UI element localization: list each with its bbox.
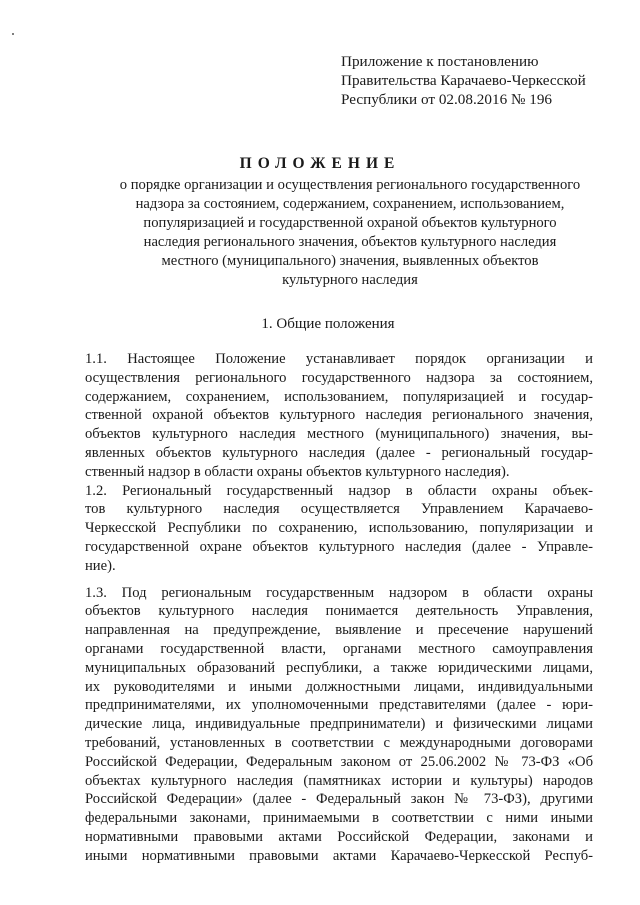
paragraph-line: нормативными правовыми актами Российской Федерации, законами и — [85, 828, 593, 845]
paragraph-line: 1.3. Под региональным государственным надзором в области охраны — [85, 584, 593, 601]
paragraph-line: ственной охраной объектов культурного наследия регионального значения, — [85, 407, 593, 424]
paragraph-1-2 — [85, 482, 593, 576]
paragraph-line: государственной охране объектов культурного наследия (далее - Управле- — [85, 538, 593, 555]
subtitle-line: надзора за состоянием, содержанием, сохранением, использованием, — [135, 196, 565, 212]
scan-speck — [12, 33, 14, 35]
document-subtitle — [100, 176, 600, 290]
subtitle-line: популяризацией и государственной охраной объектов культурного — [143, 215, 557, 231]
subtitle-line: культурного наследия — [282, 272, 418, 288]
paragraph-line: федеральными законами, принимаемыми в соответствии с ними иными — [85, 810, 593, 827]
paragraph-line: 1.2. Региональный государственный надзор в области охраны объек- — [85, 482, 593, 499]
paragraph-line: предпринимателями, их уполномоченными представителями (далее - юри- — [85, 697, 593, 714]
appendix-header — [341, 52, 586, 109]
paragraph-line: объектов культурного наследия местного (муниципального) значения, вы- — [85, 426, 593, 443]
paragraph-line: объектов культурного наследия понимается деятельность Управления, — [85, 603, 593, 620]
paragraph-line: явленных объектов культурного наследия (далее - региональный государ- — [85, 444, 593, 461]
paragraph-line: органами государственной власти, органами местного самоуправления — [85, 640, 593, 657]
paragraph-line: их руководителями и иными должностными лицами, индивидуальными — [85, 678, 593, 695]
paragraph-line: требований, установленных в соответствии с международными договорами — [85, 734, 593, 751]
paragraph-line: объектах культурного наследия (памятниках истории и культуры) народов — [85, 772, 593, 789]
subtitle-line: наследия регионального значения, объектов культурного наследия — [143, 234, 557, 250]
appendix-line: Республики от 02.08.2016 № 196 — [341, 91, 553, 108]
paragraph-line: ние). — [85, 557, 116, 574]
paragraph-1-3 — [85, 584, 593, 866]
paragraph-1-1 — [85, 350, 593, 482]
paragraph-line: тов культурного наследия осуществляется Управлением Карачаево- — [85, 501, 593, 518]
paragraph-line: ственный надзор в области охраны объектов культурного наследия). — [85, 463, 510, 480]
document-body — [85, 350, 593, 866]
paragraph-line: направленная на предупреждение, выявление и пресечение нарушений — [85, 622, 593, 639]
paragraph-line: осуществления регионального государственного надзора за состоянием, — [85, 369, 593, 386]
subtitle-line: о порядке организации и осуществления регионального государственного — [119, 177, 581, 193]
paragraph-line: иными нормативными правовыми актами Карачаево-Черкесской Респуб- — [85, 847, 593, 864]
paragraph-line: Черкесской Республики по сохранению, использованию, популяризации и — [85, 520, 593, 537]
paragraph-line: дические лица, индивидуальные предприниматели) и физическими лицами — [85, 716, 593, 733]
paragraph-line: содержанием, сохранением, использованием, популяризацией и государ- — [85, 388, 593, 405]
subtitle-line: местного (муниципального) значения, выявленных объектов — [161, 253, 539, 269]
paragraph-line: Российской Федерации, Федеральным законом от 25.06.2002 № 73-ФЗ «Об — [85, 753, 593, 770]
paragraph-gap — [85, 576, 593, 584]
appendix-line: Правительства Карачаево-Черкесской — [341, 72, 586, 89]
paragraph-line: 1.1. Настоящее Положение устанавливает порядок организации и — [85, 351, 593, 367]
document-title: ПОЛОЖЕНИЕ — [239, 155, 401, 172]
paragraph-line: муниципальных образований республики, а также юридическими лицами, — [85, 659, 593, 676]
appendix-line: Приложение к постановлению — [341, 53, 539, 70]
paragraph-line: Российской Федерации» (далее - Федеральный закон № 73-ФЗ), другими — [85, 791, 593, 808]
section-heading: 1. Общие положения — [261, 316, 395, 332]
